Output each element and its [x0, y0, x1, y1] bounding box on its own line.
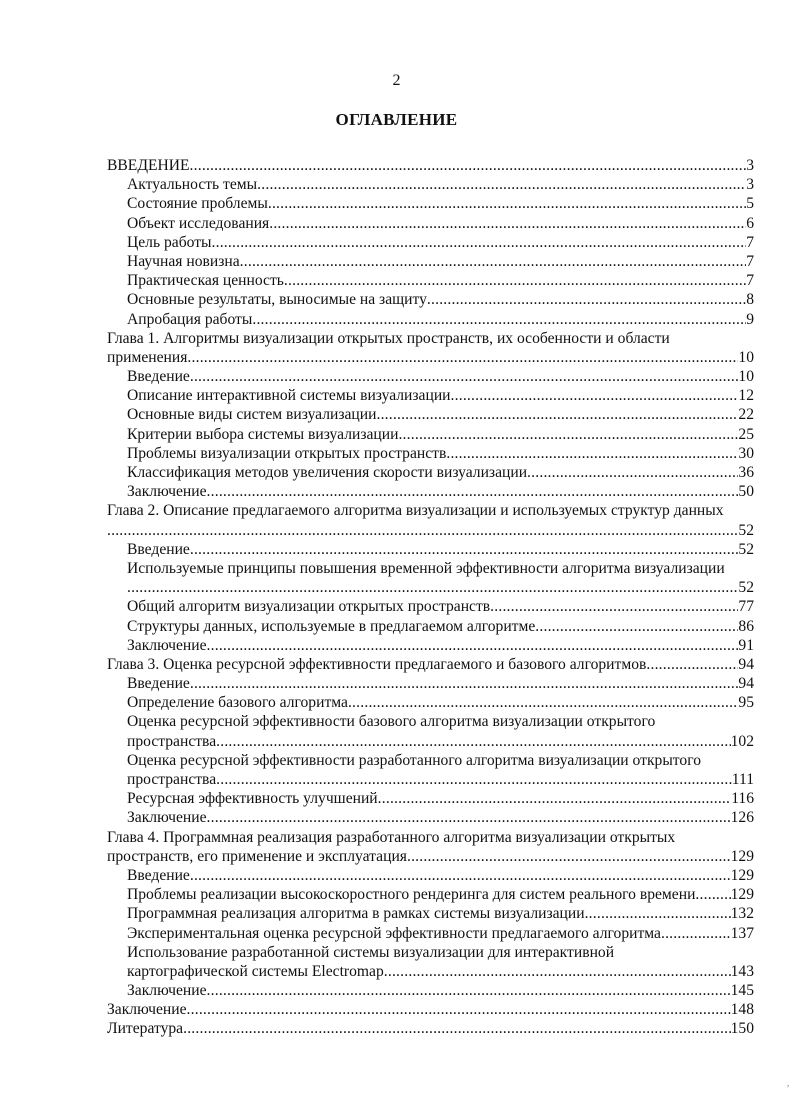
dot-leader [252, 310, 746, 329]
toc-entry[interactable] [107, 386, 754, 405]
toc-entry-page: 25 [738, 425, 754, 443]
toc-entry[interactable] [107, 617, 754, 636]
toc-entry[interactable] [107, 981, 754, 1000]
toc-entry-page: 36 [738, 464, 754, 481]
dot-leader [190, 367, 739, 386]
toc-entry-text: Программная реализация алгоритма в рамках системы визуализации [127, 905, 585, 923]
dot-leader [376, 405, 738, 424]
toc-entry-text-continued: пространств, его применение и эксплуатация [107, 847, 407, 865]
table-of-contents [107, 156, 754, 1039]
toc-entry[interactable] [107, 885, 754, 904]
toc-entry-text: Основные результаты, выносимые на защиту [127, 291, 427, 309]
toc-entry-text: Введение [127, 866, 190, 884]
toc-entry[interactable] [107, 290, 754, 309]
dot-leader [585, 904, 731, 923]
toc-entry-text: Проблемы визуализации открытых пространств [127, 444, 447, 462]
toc-title: ОГЛАВЛЕНИЕ [335, 110, 458, 129]
toc-entry-text: Оценка ресурсной эффективности базового алгоритма визуализации открытого [127, 713, 656, 731]
toc-entry-page: 116 [731, 790, 754, 808]
dot-leader [527, 463, 738, 482]
toc-entry-text: Апробация работы [127, 310, 253, 328]
toc-entry[interactable] [107, 597, 754, 616]
toc-entry[interactable] [107, 175, 754, 194]
toc-entry-text: Структуры данных, используемые в предлагаемом алгоритме [127, 617, 536, 635]
toc-entry-page: 7 [746, 252, 754, 270]
toc-entry-line[interactable] [107, 348, 754, 367]
toc-entry[interactable] [107, 214, 754, 233]
toc-entry-text: ВВЕДЕНИЕ [107, 157, 190, 174]
dot-leader [240, 252, 747, 271]
toc-entry-text: Заключение [127, 636, 207, 654]
toc-entry[interactable] [107, 444, 754, 463]
toc-entry-page: 10 [738, 368, 754, 386]
dot-leader [207, 808, 731, 827]
toc-entry[interactable] [107, 904, 754, 923]
toc-entry-line[interactable] [107, 943, 754, 962]
toc-entry-page: 150 [730, 1020, 754, 1038]
toc-entry-text: Критерии выбора системы визуализации [127, 425, 399, 443]
toc-entry-text: Актуальность темы [127, 176, 258, 194]
dot-leader [127, 578, 738, 597]
toc-entry-page: 12 [738, 387, 754, 405]
toc-entry-page: 3 [746, 176, 754, 194]
toc-entry[interactable] [107, 482, 754, 501]
toc-entry-text-continued: пространства [127, 771, 217, 788]
toc-entry-text-continued: пространства [127, 732, 217, 750]
toc-entry-text: Объект исследования [127, 214, 270, 232]
toc-entry-line[interactable] [107, 521, 754, 540]
toc-entry[interactable] [107, 693, 754, 712]
toc-entry-text: Описание интерактивной системы визуализации [127, 387, 451, 405]
toc-entry[interactable] [107, 674, 754, 693]
dot-leader [212, 233, 747, 252]
dot-leader [216, 732, 730, 751]
toc-entry-page: 94 [738, 675, 754, 693]
toc-entry-page: 8 [746, 291, 754, 309]
dot-leader [646, 655, 738, 674]
toc-entry-text: Используемые принципы повышения временной эффективности алгоритма визуализации [127, 559, 725, 577]
toc-entry-page: 7 [746, 272, 754, 290]
dot-leader [407, 847, 731, 866]
toc-entry-page: 129 [730, 866, 754, 884]
toc-entry-text: Заключение [127, 982, 207, 1000]
toc-entry-page: 50 [738, 483, 754, 501]
dot-leader [348, 693, 738, 712]
toc-entry-page: 95 [738, 694, 754, 712]
toc-entry-page: 91 [738, 636, 754, 654]
dot-leader [107, 521, 738, 540]
toc-entry[interactable] [107, 405, 754, 424]
toc-entry-text: Оценка ресурсной эффективности разработанного алгоритма визуализации открытого [127, 751, 702, 769]
toc-entry-page: 132 [730, 905, 754, 923]
toc-entry-text: Ресурсная эффективность улучшений [127, 790, 378, 808]
dot-leader [190, 156, 747, 175]
toc-entry-line[interactable] [107, 770, 754, 789]
toc-entry-text: Заключение [127, 809, 207, 827]
toc-entry-text: Научная новизна [127, 252, 240, 270]
toc-entry[interactable] [107, 271, 754, 290]
dot-leader [446, 444, 738, 463]
dot-leader [187, 348, 738, 367]
toc-entry[interactable] [107, 156, 754, 175]
toc-entry-text: Цель работы [127, 233, 212, 251]
toc-entry-text: Состояние проблемы [127, 195, 268, 213]
toc-entry-line[interactable] [107, 751, 754, 770]
page-number: 2 [392, 72, 401, 89]
toc-entry-page: 3 [746, 157, 754, 174]
toc-entry-line[interactable] [107, 329, 754, 348]
dot-leader [190, 866, 731, 885]
toc-entry-page: 52 [738, 540, 754, 558]
toc-entry[interactable] [107, 1000, 754, 1019]
toc-entry-text: Проблемы реализации высокоскоростного рендеринга для систем реального времени [127, 886, 696, 904]
toc-entry-page: 86 [738, 617, 754, 635]
toc-entry-page: 143 [730, 962, 754, 980]
toc-entry-text: Практическая ценность [127, 272, 284, 290]
toc-entry-text-continued: картографической системы Electromap [127, 962, 384, 980]
toc-entry-text: Глава 4. Программная реализация разработанного алгоритма визуализации открытых [107, 828, 676, 846]
toc-entry[interactable] [107, 367, 754, 386]
dot-leader [695, 885, 730, 904]
toc-entry-line[interactable] [107, 828, 754, 847]
toc-entry-text: Использование разработанной системы визуализации для интерактивной [127, 943, 615, 961]
toc-entry[interactable] [107, 924, 754, 943]
toc-entry[interactable] [107, 655, 754, 674]
toc-entry[interactable] [107, 808, 754, 827]
toc-entry[interactable] [107, 233, 754, 252]
toc-entry-page: 129 [730, 847, 754, 865]
dot-leader [268, 194, 746, 213]
dot-leader [257, 175, 746, 194]
toc-entry-page: 52 [738, 579, 754, 597]
toc-entry-line[interactable] [107, 712, 754, 731]
scan-mark: , [787, 1078, 790, 1088]
dot-leader [269, 214, 746, 233]
toc-entry-page: 10 [738, 348, 754, 366]
toc-entry[interactable] [107, 252, 754, 271]
toc-entry-text: Литература [107, 1020, 184, 1038]
toc-entry-line[interactable] [107, 847, 754, 866]
toc-entry[interactable] [107, 425, 754, 444]
toc-entry-text: Экспериментальная оценка ресурсной эффективности предлагаемого алгоритма [127, 924, 661, 942]
toc-entry-page: 5 [746, 195, 754, 213]
toc-entry-line[interactable] [107, 578, 754, 597]
dot-leader [207, 981, 731, 1000]
toc-entry-line[interactable] [107, 501, 754, 520]
toc-entry[interactable] [107, 789, 754, 808]
toc-entry-page: 126 [730, 809, 754, 827]
toc-entry-line[interactable] [107, 559, 754, 578]
dot-leader [535, 617, 738, 636]
toc-entry-text: Введение [127, 675, 190, 693]
toc-entry-text: Введение [127, 540, 190, 558]
toc-entry-text: Глава 1. Алгоритмы визуализации открытых пространств, их особенности и области [107, 329, 670, 347]
toc-entry-page: 7 [746, 233, 754, 251]
dot-leader [661, 924, 731, 943]
toc-entry-page: 137 [730, 924, 754, 942]
toc-entry-text: Основные виды систем визуализации [127, 406, 377, 424]
dot-leader [190, 674, 739, 693]
toc-entry-page: 6 [746, 214, 754, 232]
dot-leader [190, 540, 739, 559]
toc-entry-page: 94 [738, 655, 754, 673]
toc-entry-page: 102 [730, 732, 754, 750]
dot-leader [451, 386, 739, 405]
toc-entry[interactable] [107, 310, 754, 329]
dot-leader [384, 962, 731, 981]
toc-entry-text: Определение базового алгоритма [127, 694, 348, 712]
toc-entry[interactable] [107, 194, 754, 213]
toc-entry-line[interactable] [107, 732, 754, 751]
toc-entry[interactable] [107, 636, 754, 655]
dot-leader [284, 271, 746, 290]
dot-leader [207, 636, 739, 655]
toc-entry-text: Заключение [127, 483, 207, 501]
toc-entry-text: Классификация методов увеличения скорости визуализации [127, 464, 528, 481]
toc-entry-page: 129 [730, 886, 754, 904]
dot-leader [187, 1000, 731, 1019]
toc-entry-text: Общий алгоритм визуализации открытых пространств [127, 598, 491, 616]
dot-leader [427, 290, 746, 309]
toc-entry-page: 111 [731, 771, 754, 788]
toc-entry[interactable] [107, 1019, 754, 1038]
toc-entry-line[interactable] [107, 962, 754, 981]
toc-entry-text: Глава 2. Описание предлагаемого алгоритма визуализации и используемых структур данных [107, 502, 724, 520]
toc-entry[interactable] [107, 463, 754, 482]
toc-entry-page: 9 [746, 310, 754, 328]
toc-entry[interactable] [107, 866, 754, 885]
dot-leader [216, 770, 732, 789]
dot-leader [398, 425, 738, 444]
toc-entry-text: Заключение [107, 1001, 187, 1019]
toc-entry-page: 148 [730, 1001, 754, 1019]
toc-entry-page: 52 [738, 521, 754, 539]
toc-entry-page: 22 [738, 406, 754, 424]
toc-entry-page: 77 [738, 598, 754, 616]
toc-entry-page: 30 [738, 444, 754, 462]
toc-entry-text-continued: применения [107, 348, 188, 366]
dot-leader [378, 789, 732, 808]
dot-leader [207, 482, 739, 501]
toc-entry-text: Глава 3. Оценка ресурсной эффективности предлагаемого и базового алгоритмов [107, 655, 647, 673]
toc-entry[interactable] [107, 540, 754, 559]
dot-leader [183, 1019, 731, 1038]
toc-entry-text: Введение [127, 368, 190, 386]
toc-entry-page: 145 [730, 982, 754, 1000]
dot-leader [490, 597, 738, 616]
